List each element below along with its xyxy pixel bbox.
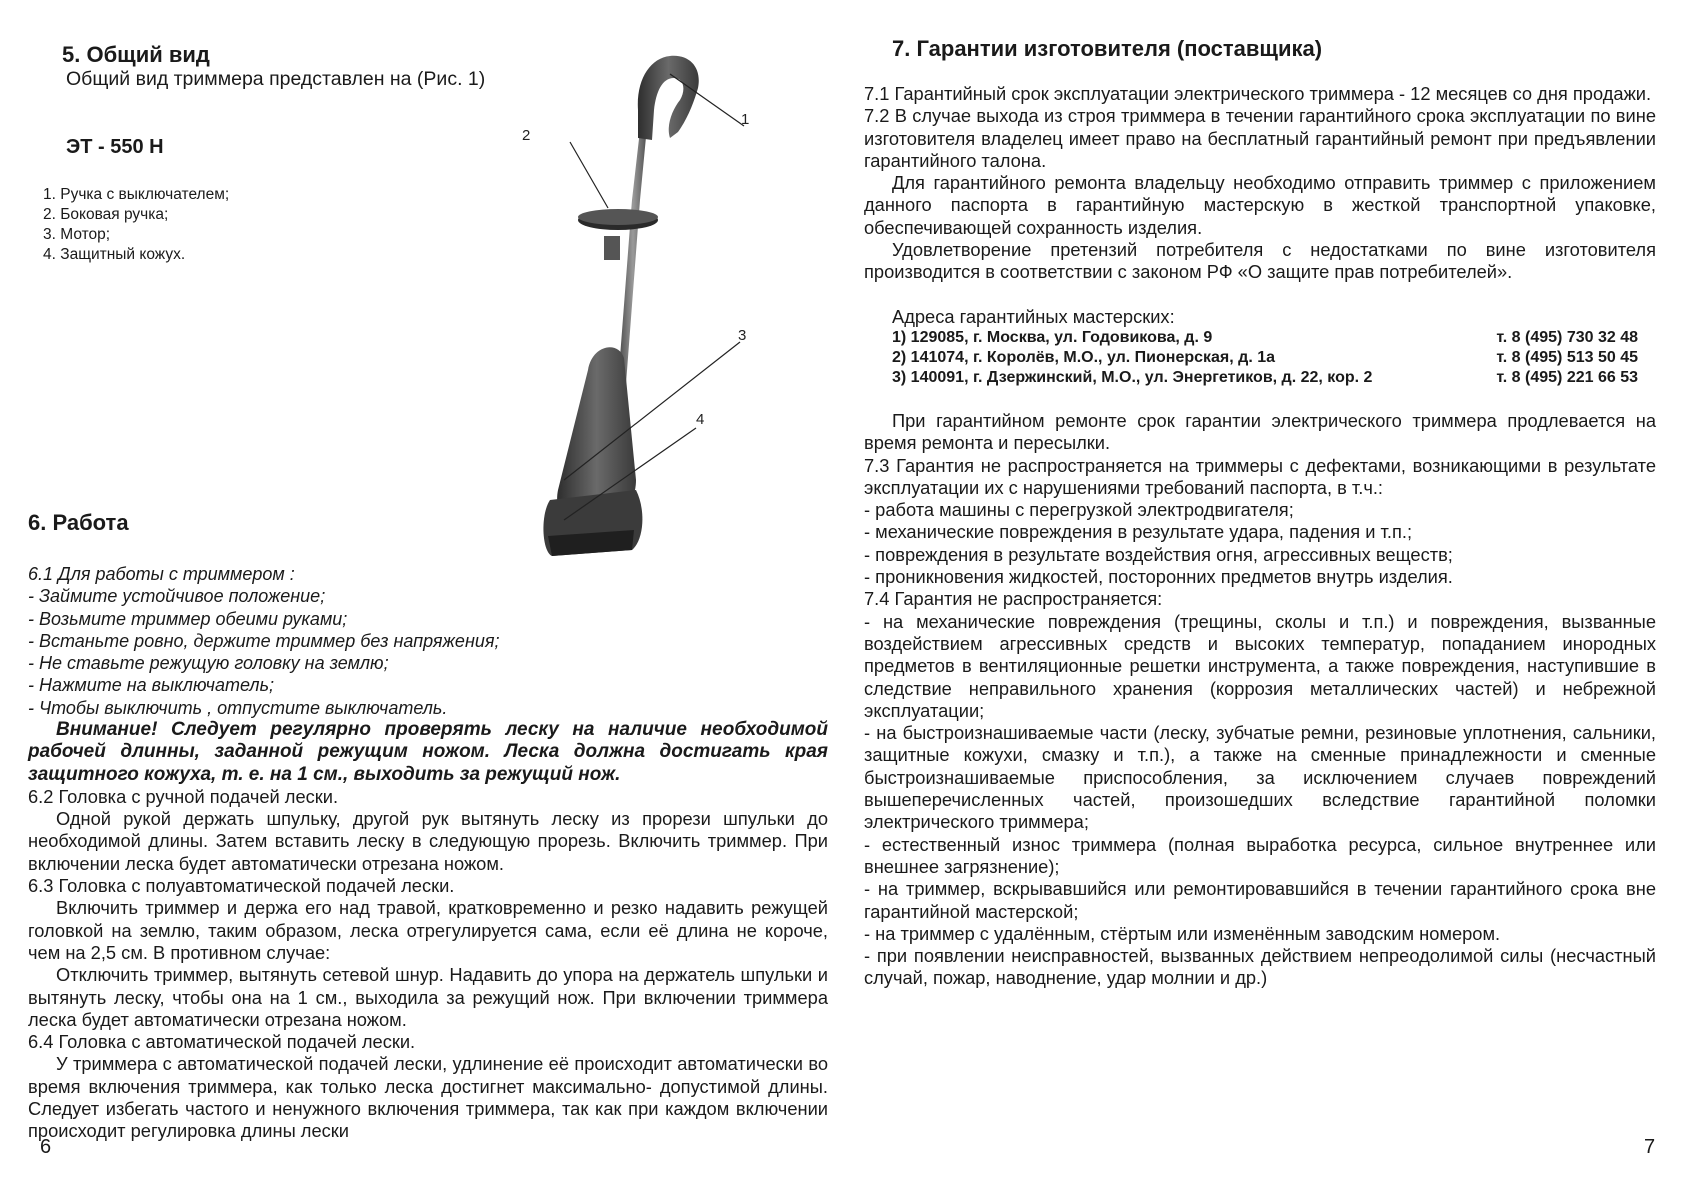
warning-text: Внимание! Следует регулярно проверять леску на наличие необходимой рабочей длинны, заданной режущим ножом. Леска должна достигать края защитного кожуха, т. е. на 1 см., выходить за режущий нож.	[28, 719, 828, 785]
list-item: - Встаньте ровно, держите триммер без напряжения;	[28, 630, 500, 651]
list-item: 6.1 Для работы с триммером :	[28, 564, 295, 584]
section-6-title: 6. Работа	[28, 510, 129, 535]
list-item: - на триммер с удалённым, стёртым или изменённым заводским номером.	[864, 922, 1501, 944]
p63-text-1: Включить триммер и держа его над травой, кратковременно и резко надавить режущей головкой на землю, таким образом, леска отрегулируется сама, если её длина не короче, чем на 2,5 см. В противном случае:	[28, 897, 828, 963]
right-body	[864, 83, 1656, 990]
p62-title: 6.2 Головка с ручной подачей лески.	[28, 785, 339, 807]
trimmer-illustration	[522, 40, 830, 620]
p72-b: Для гарантийного ремонта владельцу необходимо отправить триммер с приложением данного паспорта в гарантийную мастерскую в жесткой транспортной упаковке, обеспечивающей сохранность изделия.	[864, 172, 1656, 238]
list-item: - проникновения жидкостей, посторонних предметов внутрь изделия.	[864, 566, 1453, 588]
list-item: 2. Боковая ручка;	[43, 206, 169, 223]
p64-text: У триммера с автоматической подачей лески, удлинение её происходит автоматически во время включения триммера, как только леска достигнет максимально- допустимой длины. Следует избегать частого и ненужного включения триммера, так как при каждом включении происходит регулировка длины лески	[28, 1053, 828, 1142]
section-5-intro: Общий вид триммера представлен на (Рис. 1)	[66, 68, 486, 90]
addresses-list	[864, 328, 1656, 388]
list-item: 1. Ручка с выключателем;	[43, 186, 230, 203]
section-7-title: 7. Гарантии изготовителя (поставщика)	[892, 36, 1323, 61]
list-item: 4. Защитный кожух.	[43, 246, 186, 263]
list-item: - на быстроизнашиваемые части (леску, зубчатые ремни, резиновые уплотнения, сальники, защитные кожухи, смазку и т.п.), а также на сменные принадлежности и сменные быстроизнашиваемые приспособления, за исключением случаев повреждений вышеперечисленных частей, произошедших вследствие гарантийной поломки электрического триммера;	[864, 722, 1656, 833]
list-item: - работа машины с перегрузкой электродвигателя;	[864, 499, 1294, 521]
callout-2: 2	[522, 127, 531, 144]
p71: 7.1 Гарантийный срок эксплуатации электрического триммера - 12 месяцев со дня продажи.	[864, 83, 1652, 104]
parts-list	[43, 185, 229, 265]
address: 2) 141074, г. Королёв, М.О., ул. Пионерская, д. 1а	[892, 348, 1275, 366]
address: 3) 140091, г. Дзержинский, М.О., ул. Энергетиков, д. 22, кор. 2	[892, 368, 1373, 386]
p-extension: При гарантийном ремонте срок гарантии электрического триммера продлевается на время ремонта и пересылки.	[864, 409, 1656, 454]
list-item: - при появлении неисправностей, вызванных действием непреодолимой силы (несчастный случай, пожар, наводнение, удар молнии и др.)	[864, 945, 1656, 989]
list-item: - Нажмите на выключатель;	[28, 675, 275, 696]
address-row	[892, 348, 1638, 368]
left-body	[28, 719, 828, 1143]
address: 1) 129085, г. Москва, ул. Годовикова, д. 9	[892, 328, 1213, 346]
list-item: - механические повреждения в результате удара, падения и т.п.;	[864, 521, 1413, 543]
list-item: - Возьмите триммер обеими руками;	[28, 608, 348, 629]
model-name: ЭТ - 550 Н	[66, 136, 164, 158]
phone: т. 8 (495) 221 66 53	[1496, 368, 1638, 386]
callout-4: 4	[696, 411, 705, 428]
phone: т. 8 (495) 730 32 48	[1496, 328, 1638, 346]
callout-1: 1	[741, 111, 750, 128]
p74: 7.4 Гарантия не распространяется:	[864, 588, 1163, 610]
p72-c: Удовлетворение претензий потребителя с недостатками по вине изготовителя производится в соответствии с законом РФ «О защите прав потребителей».	[864, 239, 1656, 283]
list-item: - естественный износ триммера (полная выработка ресурса, сильное внутреннее или внешнее загрязнение);	[864, 833, 1656, 877]
list-item: - повреждения в результате воздействия огня, агрессивных веществ;	[864, 543, 1453, 565]
work-steps	[28, 563, 608, 719]
list-item: - Займите устойчивое положение;	[28, 586, 326, 607]
p73: 7.3 Гарантия не распространяется на триммеры с дефектами, возникающими в результате эксплуатации их с нарушениями требований паспорта, в т.ч.:	[864, 454, 1656, 498]
section-5-title: 5. Общий вид	[62, 42, 210, 67]
list-item: - Не ставьте режущую головку на землю;	[28, 653, 389, 674]
callout-3: 3	[738, 327, 747, 344]
side-handle-clamp	[604, 236, 620, 260]
p62-text: Одной рукой держать шпульку, другой рук вытянуть леску из прорези шпульки до необходимой длины. Затем вставить леску в следующую прорезь. Включить триммер. При включении леска будет автоматически отрезана ножом.	[28, 808, 828, 874]
address-row	[892, 368, 1638, 388]
address-row	[892, 328, 1638, 348]
page-number-right: 7	[1644, 1136, 1656, 1158]
list-item: - Чтобы выключить , отпустите выключатель.	[28, 697, 448, 718]
handle-with-switch	[638, 56, 699, 140]
list-item: - на триммер, вскрывавшийся или ремонтировавшийся в течении гарантийного срока вне гарантийной мастерской;	[864, 878, 1656, 922]
phone: т. 8 (495) 513 50 45	[1496, 348, 1638, 366]
p64-title: 6.4 Головка с автоматической подачей лески.	[28, 1031, 416, 1053]
page-number-left: 6	[40, 1136, 52, 1158]
p63-text-2: Отключить триммер, вытянуть сетевой шнур. Надавить до упора на держатель шпульки и вытянуть леску, чтобы она на 1 см., выходила за режущий нож. При включении триммера леска будет автоматически отрезана ножом.	[28, 964, 828, 1030]
p72: 7.2 В случае выхода из строя триммера в течении гарантийного срока эксплуатации по вине изготовителя владелец имеет право на бесплатный гарантийный ремонт при предъявлении гарантийного талона.	[864, 105, 1656, 171]
addresses-title: Адреса гарантийных мастерских:	[892, 305, 1175, 327]
list-item: - на механические повреждения (трещины, сколы и т.п.) и повреждения, вызванные воздействием агрессивных средств и высоких температур, попаданием инородных предметов в вентиляционные решетки инструмента, а также повреждения, наступившие в следствие неправильного хранения (коррозия металлических частей) и небрежной эксплуатации;	[864, 610, 1656, 721]
p63-title: 6.3 Головка с полуавтоматической подачей лески.	[28, 875, 455, 897]
list-item: 3. Мотор;	[43, 226, 111, 243]
